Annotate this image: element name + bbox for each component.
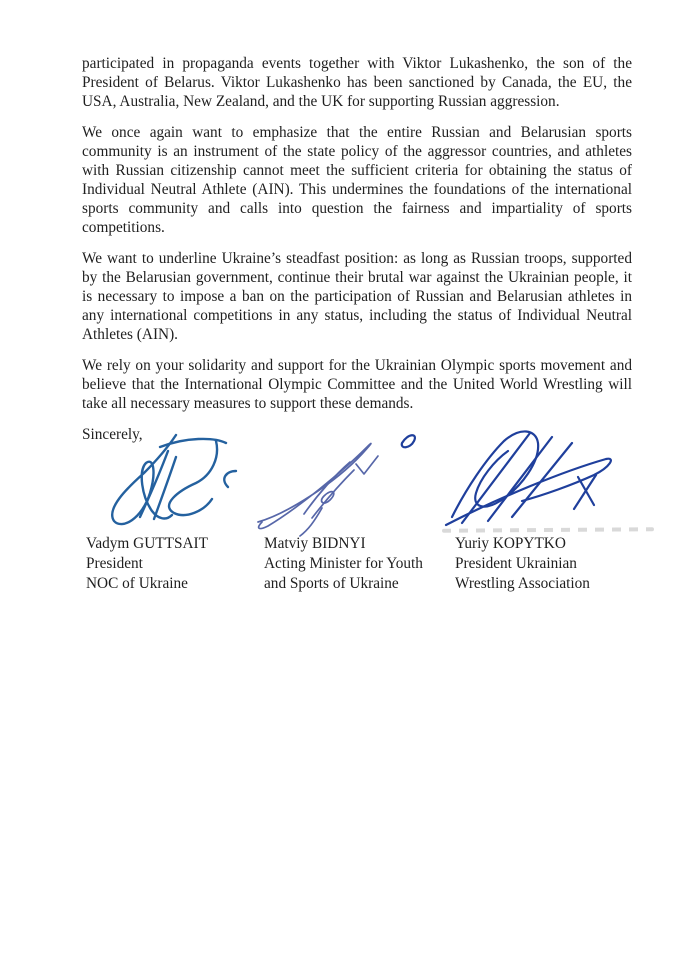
signatory-organization: Wrestling Association bbox=[455, 575, 590, 592]
bidnyi-signature bbox=[250, 428, 390, 538]
body-paragraph-3: We want to underline Ukraine’s steadfast position: as long as Russian troops, supported by the Belarusian government, continue their brutal war against the Ukrainian people, it is necessary to impose a ban on the participation of Russian and Belarusian athletes in any international competitions in any status, including the status of Individual Neutral Athletes (AIN). bbox=[82, 250, 632, 343]
signatory-name: Yuriy KOPYTKO bbox=[455, 535, 566, 552]
signatory-organization: and Sports of Ukraine bbox=[264, 575, 399, 592]
body-paragraph-1: participated in propaganda events together with Viktor Lukashenko, the son of the President of Belarus. Viktor Lukashenko has been sanctioned by Canada, the EU, the USA, Australia, New Zealand, and the UK for supporting Russian aggression. bbox=[82, 55, 632, 110]
body-paragraph-4: We rely on your solidarity and support for the Ukrainian Olympic sports movement and believe that the International Olympic Committee and the United World Wrestling will take all necessary measures to support these demands. bbox=[82, 357, 632, 412]
body-paragraph-2: We once again want to emphasize that the entire Russian and Belarusian sports community is an instrument of the state policy of the aggressor countries, and athletes with Russian citizenship cannot meet the sufficient criteria for obtaining the status of Individual Neutral Athlete (AIN). This undermines the foundations of the international sports community and calls into question the fairness and impartiality of sports competitions. bbox=[82, 124, 632, 236]
signatory-guttsait bbox=[86, 534, 258, 594]
signatory-name: Matviy BIDNYI bbox=[264, 535, 366, 552]
bidnyi-signature-icon bbox=[250, 428, 390, 538]
signatory-name: Vadym GUTTSAIT bbox=[86, 535, 208, 552]
scan-artifact bbox=[442, 527, 654, 532]
signatory-kopytko bbox=[455, 534, 635, 594]
closing-salutation: Sincerely, bbox=[82, 426, 143, 443]
signatory-title: President Ukrainian bbox=[455, 555, 577, 572]
signatory-title: Acting Minister for Youth bbox=[264, 555, 423, 572]
letter-body bbox=[82, 54, 632, 444]
signatory-organization: NOC of Ukraine bbox=[86, 575, 188, 592]
signatory-title: President bbox=[86, 555, 143, 572]
signatory-bidnyi bbox=[264, 534, 450, 594]
